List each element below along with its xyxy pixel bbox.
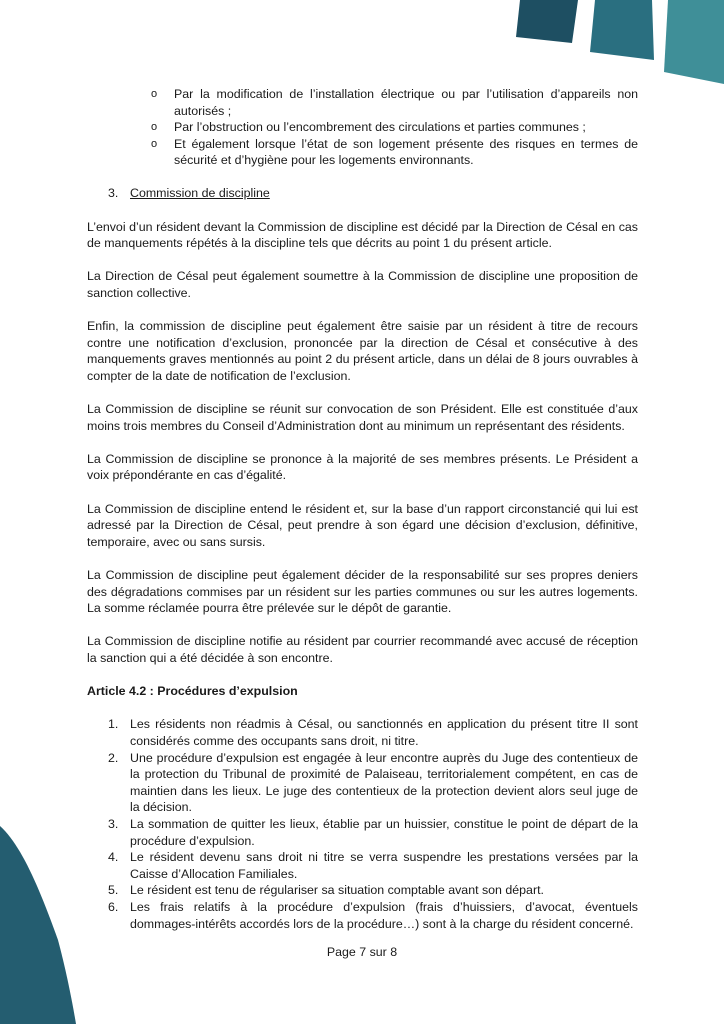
list-item: 6. Les frais relatifs à la procédure d’expulsion (frais d’huissiers, d’avocat, éventuels dommages-intérêts accordés lors de la procédure…) sont à la charge du résident concerné. (108, 899, 638, 931)
section-number: 3. (108, 185, 119, 200)
section-heading (87, 185, 638, 202)
item-number: 2. (108, 750, 119, 765)
circle-bullet-icon: o (151, 137, 158, 150)
numbered-list (87, 716, 638, 932)
paragraph: Enfin, la commission de discipline peut également être saisie par un résident à titre de recours contre une notification d’exclusion, prononcée par la direction de Césal et consécutive à des manquements graves mentionnés au point 2 du présent article, dans un délai de 8 jours ouvrables à compter de la date de notification de l’exclusion. (87, 319, 638, 383)
top-right-mid-stripe (590, 0, 654, 60)
paragraph: La Commission de discipline peut également décider de la responsabilité sur ses propres deniers des dégradations commises par un résident sur les parties communes ou sur les autres logements. La somme réclamée pourra être prélevée sur le dépôt de garantie. (87, 568, 638, 616)
item-number: 1. (108, 717, 119, 732)
circle-bullet-icon: o (151, 121, 158, 134)
item-number: 6. (108, 899, 119, 914)
sub-bullet-list (87, 86, 638, 169)
paragraph: La Commission de discipline se prononce à la majorité de ses membres présents. Le Président a voix prépondérante en cas d’égalité. (87, 451, 638, 483)
paragraph: L’envoi d’un résident devant la Commission de discipline est décidé par la Direction de Césal en cas de manquements répétés à la discipline tels que décrits au point 1 du présent article. (87, 219, 638, 251)
section-title: Commission de discipline (130, 185, 270, 200)
list-item: 2. Une procédure d’expulsion est engagée à leur encontre auprès du Juge des contentieux de la protection du Tribunal de proximité de Palaiseau, territorialement compétent, en cas de maintien dans les lieux. Le juge des contentieux de la protection devient alors seul juge de la décision. (108, 750, 638, 815)
item-number: 4. (108, 850, 119, 865)
bottom-left-wave (0, 826, 76, 1024)
top-right-light-stripe (664, 0, 724, 84)
list-item: 3. La sommation de quitter les lieux, établie par un huissier, constitue le point de départ de la procédure d’expulsion. (108, 816, 638, 848)
page-footer: Page 7 sur 8 (326, 945, 398, 959)
list-item: o Et également lorsque l’état de son logement présente des risques en termes de sécurité et d’hygiène pour les logements environnants. (151, 136, 638, 168)
list-item: 4. Le résident devenu sans droit ni titre se verra suspendre les prestations versées par la Caisse d’Allocation Familiales. (108, 850, 638, 881)
item-number: 5. (108, 883, 119, 898)
paragraph: La Direction de Césal peut également soumettre à la Commission de discipline une proposition de sanction collective. (87, 269, 638, 300)
paragraph: La Commission de discipline entend le résident et, sur la base d’un rapport circonstancié qui lui est adressé par la Direction de Césal, peut prendre à son égard une décision d’exclusion, définitive, temporaire, avec ou sans sursis. (87, 501, 638, 549)
paragraph: La Commission de discipline se réunit sur convocation de son Président. Elle est constituée d’aux moins trois membres du Conseil d’Administration dont au minimum un représentant des résidents. (87, 402, 638, 433)
list-item: 1. Les résidents non réadmis à Césal, ou sanctionnés en application du présent titre II sont considérés comme des occupants sans droit, ni titre. (108, 717, 638, 748)
document-body (87, 86, 638, 932)
item-number: 3. (108, 816, 119, 831)
list-item: o Par l’obstruction ou l’encombrement des circulations et parties communes ; (151, 120, 586, 135)
paragraph: La Commission de discipline notifie au résident par courrier recommandé avec accusé de réception la sanction qui a été décidée à son encontre. (87, 634, 638, 665)
list-item: o Par la modification de l’installation électrique ou par l’utilisation d’appareils non autorisés ; (151, 87, 638, 118)
article-heading: Article 4.2 : Procédures d’expulsion (87, 684, 298, 699)
circle-bullet-icon: o (151, 88, 158, 100)
top-right-dark-stripe (516, 0, 578, 43)
list-item: 5. Le résident est tenu de régulariser sa situation comptable avant son départ. (108, 883, 544, 898)
